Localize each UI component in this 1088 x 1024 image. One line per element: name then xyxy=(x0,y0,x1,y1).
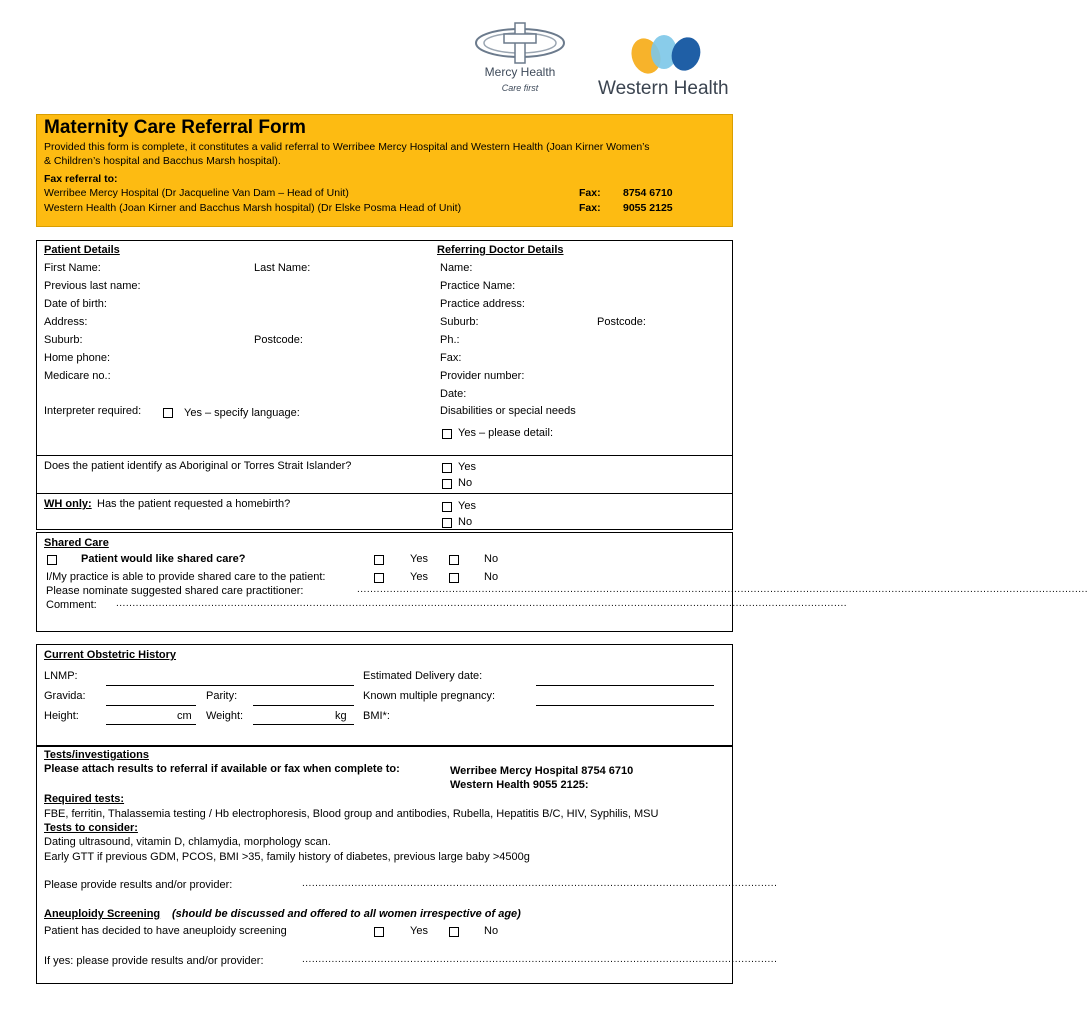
disabilities-option-label: Yes – please detail: xyxy=(458,427,553,439)
shared-care-q2: I/My practice is able to provide shared care to the patient: xyxy=(46,571,326,583)
shared-care-q1-yes-checkbox[interactable] xyxy=(374,555,384,565)
doctor-phone-label: Ph.: xyxy=(440,334,460,346)
aboriginal-yes-checkbox[interactable] xyxy=(442,463,452,473)
date-label: Date: xyxy=(440,388,467,400)
aneuploidy-no-label: No xyxy=(484,925,499,937)
tests-western-fax: Western Health 9055 2125: xyxy=(450,779,589,791)
doctor-fax-label: Fax: xyxy=(440,352,462,364)
interpreter-yes-checkbox[interactable] xyxy=(163,408,173,418)
provider-number-label: Provider number: xyxy=(440,370,525,382)
practice-address-label: Practice address: xyxy=(440,298,525,310)
tests-werribee-fax: Werribee Mercy Hospital 8754 6710 xyxy=(450,765,634,777)
parity-label: Parity: xyxy=(206,690,238,702)
doctor-suburb-label: Suburb: xyxy=(440,316,479,328)
lnmp-label: LNMP: xyxy=(44,670,78,682)
tests-section xyxy=(36,746,778,984)
doctor-name-label: Name: xyxy=(440,262,473,274)
shared-care-q1-checkbox[interactable] xyxy=(47,555,57,565)
lnmp-field[interactable] xyxy=(106,685,354,686)
disabilities-label: Disabilities or special needs xyxy=(440,405,576,417)
aboriginal-question: Does the patient identify as Aboriginal or Torres Strait Islander? xyxy=(44,460,352,472)
tests-to-consider-heading: Tests to consider: xyxy=(44,822,138,834)
interpreter-option-label: Yes – specify language: xyxy=(184,407,300,419)
edd-field[interactable] xyxy=(536,685,714,686)
edd-label: Estimated Delivery date: xyxy=(363,670,483,682)
interpreter-label: Interpreter required: xyxy=(44,405,142,417)
tests-to-consider-line-2: Early GTT if previous GDM, PCOS, BMI >35, family history of diabetes, previous large baby >4500g xyxy=(44,851,530,863)
required-tests-heading: Required tests: xyxy=(44,793,125,805)
first-name-label: First Name: xyxy=(44,262,101,274)
form-title: Maternity Care Referral Form xyxy=(44,117,306,138)
mercy-health-name: Mercy Health xyxy=(484,65,556,79)
mercy-health-tagline: Care first xyxy=(501,83,539,93)
intro-line-2: & Children’s hospital and Bacchus Marsh hospital). xyxy=(44,155,281,167)
doctor-postcode-label: Postcode: xyxy=(597,316,646,328)
postcode-label: Postcode: xyxy=(254,334,303,346)
previous-last-name-label: Previous last name: xyxy=(44,280,141,292)
fax-number-western: 9055 2125 xyxy=(623,202,673,214)
shared-care-q1-yes-label: Yes xyxy=(410,553,428,565)
homebirth-prefix: WH only: xyxy=(44,498,92,510)
aneuploidy-no-checkbox[interactable] xyxy=(449,927,459,937)
weight-field[interactable] xyxy=(253,724,354,725)
western-health-butterfly-icon xyxy=(624,34,714,82)
aneuploidy-yes-label: Yes xyxy=(410,925,428,937)
weight-label: Weight: xyxy=(206,710,244,722)
aneuploidy-yes-checkbox[interactable] xyxy=(374,927,384,937)
gravida-field[interactable] xyxy=(106,705,196,706)
tests-attach-instruction: Please attach results to referral if available or fax when complete to: xyxy=(44,763,400,775)
aneuploidy-heading: Aneuploidy Screening xyxy=(44,908,161,920)
suburb-label: Suburb: xyxy=(44,334,83,346)
if-yes-results-label: If yes: please provide results and/or provider: xyxy=(44,955,264,967)
shared-care-heading: Shared Care xyxy=(44,537,109,549)
comment-label: Comment: xyxy=(46,599,97,611)
nominate-practitioner-field[interactable]: ............................................................................................................................................................................................................................... xyxy=(357,584,1088,595)
multiple-pregnancy-field[interactable] xyxy=(536,705,714,706)
bmi-label: BMI*: xyxy=(363,710,390,722)
required-tests-text: FBE, ferritin, Thalassemia testing / Hb electrophoresis, Blood group and antibodies, Rubella, Hepatitis B/C, HIV, Syphilis, MSU xyxy=(44,808,659,820)
address-label: Address: xyxy=(44,316,88,328)
shared-care-q2-yes-checkbox[interactable] xyxy=(374,573,384,583)
divider xyxy=(36,455,733,456)
nominate-practitioner-label: Please nominate suggested shared care practitioner: xyxy=(46,585,304,597)
aboriginal-no-label: No xyxy=(458,477,473,489)
shared-care-q1-no-label: No xyxy=(484,553,499,565)
practice-name-label: Practice Name: xyxy=(440,280,516,292)
parity-field[interactable] xyxy=(253,705,354,706)
homebirth-question: Has the patient requested a homebirth? xyxy=(97,498,291,510)
aboriginal-no-checkbox[interactable] xyxy=(442,479,452,489)
intro-line-1: Provided this form is complete, it constitutes a valid referral to Werribee Mercy Hospital and Western Health (Joan Kirner Women’s xyxy=(44,141,650,153)
tests-heading: Tests/investigations xyxy=(44,749,149,761)
disabilities-yes-checkbox[interactable] xyxy=(442,429,452,439)
shared-care-q1-no-checkbox[interactable] xyxy=(449,555,459,565)
gravida-label: Gravida: xyxy=(44,690,86,702)
patient-details-heading: Patient Details xyxy=(44,244,120,256)
height-label: Height: xyxy=(44,710,79,722)
weight-unit: kg xyxy=(335,710,347,722)
home-phone-label: Home phone: xyxy=(44,352,111,364)
fax-line-werribee: Werribee Mercy Hospital (Dr Jacqueline Van Dam – Head of Unit) xyxy=(44,187,349,199)
homebirth-no-checkbox[interactable] xyxy=(442,518,452,528)
aneuploidy-decided-label: Patient has decided to have aneuploidy screening xyxy=(44,925,287,937)
obstetric-heading: Current Obstetric History xyxy=(44,649,177,661)
divider xyxy=(36,493,733,494)
shared-care-q1: Patient would like shared care? xyxy=(81,553,246,565)
height-unit: cm xyxy=(177,710,192,722)
homebirth-yes-checkbox[interactable] xyxy=(442,502,452,512)
medicare-label: Medicare no.: xyxy=(44,370,111,382)
last-name-label: Last Name: xyxy=(254,262,311,274)
provide-results-field[interactable]: ................................................................................................................................................. xyxy=(302,878,778,889)
fax-label-1: Fax: xyxy=(579,187,601,199)
provide-results-label: Please provide results and/or provider: xyxy=(44,879,233,891)
dob-label: Date of birth: xyxy=(44,298,107,310)
tests-to-consider-line-1: Dating ultrasound, vitamin D, chlamydia, morphology scan. xyxy=(44,836,331,848)
shared-care-q2-yes-label: Yes xyxy=(410,571,428,583)
fax-number-werribee: 8754 6710 xyxy=(623,187,673,199)
multiple-pregnancy-label: Known multiple pregnancy: xyxy=(363,690,496,702)
fax-line-western: Western Health (Joan Kirner and Bacchus Marsh hospital) (Dr Elske Posma Head of Unit) xyxy=(44,202,462,214)
western-health-name: Western Health xyxy=(598,78,729,99)
fax-label-2: Fax: xyxy=(579,202,601,214)
homebirth-yes-label: Yes xyxy=(458,500,476,512)
if-yes-results-field[interactable]: ................................................................................................................................................. xyxy=(302,954,778,965)
western-health-logo xyxy=(598,34,738,104)
homebirth-no-label: No xyxy=(458,516,473,528)
shared-care-q2-no-checkbox[interactable] xyxy=(449,573,459,583)
referring-doctor-heading: Referring Doctor Details xyxy=(437,244,564,256)
aboriginal-yes-label: Yes xyxy=(458,461,476,473)
height-field[interactable] xyxy=(106,724,196,725)
shared-care-q2-no-label: No xyxy=(484,571,499,583)
comment-field[interactable]: ............................................................................................................................................................................................................................... xyxy=(116,598,848,609)
fax-heading: Fax referral to: xyxy=(44,173,118,185)
aneuploidy-note: (should be discussed and offered to all women irrespective of age) xyxy=(172,908,521,920)
mercy-health-emblem-icon xyxy=(470,18,570,68)
mercy-health-logo xyxy=(470,18,570,98)
